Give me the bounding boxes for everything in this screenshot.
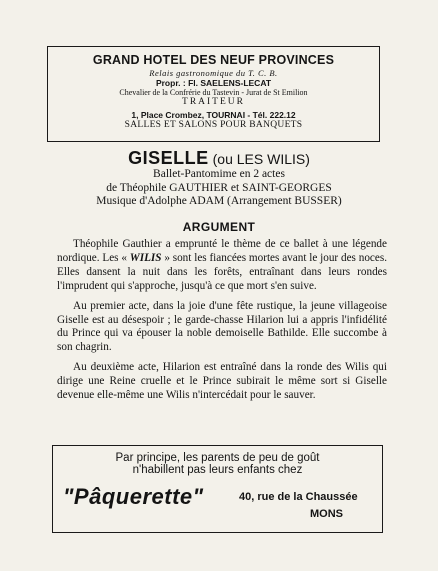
p1-end: » sont les fiancées mortes avant le jour des noces. Elles dansent la nuit dans les forêts, entraînant dans leurs rondes l'imprudent qui s'approche, jusqu'à ce que mort s'en suive. xyxy=(57,251,387,292)
ad-line-1: Par principe, les parents de peu de goût xyxy=(115,452,320,464)
wilis-emphasis: WILIS xyxy=(129,251,162,264)
title-main: GISELLE xyxy=(128,148,209,168)
shop-city: MONS xyxy=(310,508,343,520)
ad-line-2: n'habillent pas leurs enfants chez xyxy=(132,464,303,476)
chevalier-line: Chevalier de la Confrérie du Tastevin - Jurat de St Emilion xyxy=(119,88,308,97)
hotel-name: GRAND HOTEL DES NEUF PROVINCES xyxy=(92,53,335,67)
shop-advertisement xyxy=(52,445,383,533)
argument-heading: ARGUMENT xyxy=(182,220,256,234)
music-line: Musique d'Adolphe ADAM (Arrangement BUSSER) xyxy=(96,195,342,207)
shop-name: "Pâquerette" xyxy=(63,484,204,509)
traiteur-line: TRAITEUR xyxy=(182,97,245,107)
argument-text xyxy=(57,238,387,409)
relais-line: Relais gastronomique du T. C. B. xyxy=(149,68,278,78)
credits-block xyxy=(0,168,438,209)
ballet-title xyxy=(0,148,438,169)
argument-paragraph-3: Au deuxième acte, Hilarion est entraîné dans la ronde des Wilis qui dirige une Reine cruelle et le Prince subirait le même sort si Giselle devenue elle-même une Wilis n'intercédait pour le sauver. xyxy=(57,361,387,402)
salles-line: SALLES ET SALONS POUR BANQUETS xyxy=(124,120,303,130)
authors-line: de Théophile GAUTHIER et SAINT-GEORGES xyxy=(106,181,332,194)
argument-paragraph-1 xyxy=(57,238,387,294)
genre-line: Ballet-Pantomime en 2 actes xyxy=(153,168,285,180)
p1-start: Théophile Gauthier a emprunté le thème de ce ballet à une légende nordique. Les « xyxy=(57,238,387,264)
hotel-advertisement xyxy=(47,46,380,142)
argument-paragraph-2: Au premier acte, dans la joie d'une fête rustique, la jeune villageoise Giselle est au désespoir ; le garde-chasse Hilarion lui a appris l'infidélité du Prince qui va épouser la noble demoiselle Bathilde. Elle succombe à son chagrin. xyxy=(57,299,387,354)
proprietor-line: Propr. : Fl. SAELENS-LECAT xyxy=(155,78,272,88)
shop-address: 40, rue de la Chaussée xyxy=(239,491,358,503)
title-subtitle: (ou LES WILIS) xyxy=(212,151,310,167)
hotel-address: 1, Place Crombez, TOURNAI - Tél. 222.12 xyxy=(131,110,296,120)
